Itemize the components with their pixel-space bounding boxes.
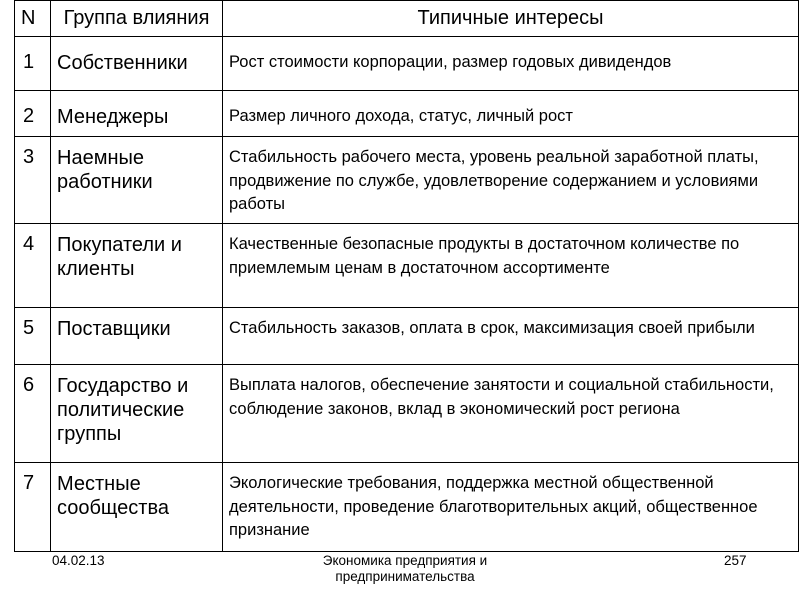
row-group: Менеджеры (51, 91, 223, 137)
table-row (15, 308, 799, 365)
header-group: Группа влияния (51, 1, 223, 37)
row-group: Покупатели и клиенты (51, 224, 223, 308)
header-interests: Типичные интересы (223, 1, 799, 37)
footer-title: Экономика предприятия и предпринимательства (322, 553, 488, 584)
row-interests: Стабильность заказов, оплата в срок, максимизация своей прибыли (223, 308, 799, 365)
row-group: Государство и политические группы (51, 365, 223, 463)
stakeholder-table (14, 0, 799, 552)
row-interests: Выплата налогов, обеспечение занятости и социальной стабильности, соблюдение законов, вклад в экономический рост региона (223, 365, 799, 463)
row-number: 2 (15, 91, 51, 137)
row-interests: Стабильность рабочего места, уровень реальной заработной платы, продвижение по службе, удовлетворение содержанием и условиями работы (223, 137, 799, 224)
row-group: Поставщики (51, 308, 223, 365)
footer-page-number: 257 (724, 553, 747, 568)
row-interests: Экологические требования, поддержка местной общественной деятельности, проведение благотворительных акций, общественное признание (223, 463, 799, 552)
row-group: Собственники (51, 37, 223, 91)
footer-date: 04.02.13 (52, 553, 105, 568)
row-number: 5 (15, 308, 51, 365)
row-interests: Рост стоимости корпорации, размер годовых дивидендов (223, 37, 799, 91)
row-number: 1 (15, 37, 51, 91)
table-row (15, 137, 799, 224)
row-group: Местные сообщества (51, 463, 223, 552)
table-header-row (15, 1, 799, 37)
header-number: N (15, 1, 51, 37)
row-number: 3 (15, 137, 51, 224)
row-number: 7 (15, 463, 51, 552)
row-number: 4 (15, 224, 51, 308)
row-interests: Размер личного дохода, статус, личный рост (223, 91, 799, 137)
row-number: 6 (15, 365, 51, 463)
row-interests: Качественные безопасные продукты в достаточном количестве по приемлемым ценам в достаточном ассортименте (223, 224, 799, 308)
table-row (15, 463, 799, 552)
table-row (15, 37, 799, 91)
row-group: Наемные работники (51, 137, 223, 224)
table-row (15, 91, 799, 137)
table-row (15, 365, 799, 463)
table-row (15, 224, 799, 308)
